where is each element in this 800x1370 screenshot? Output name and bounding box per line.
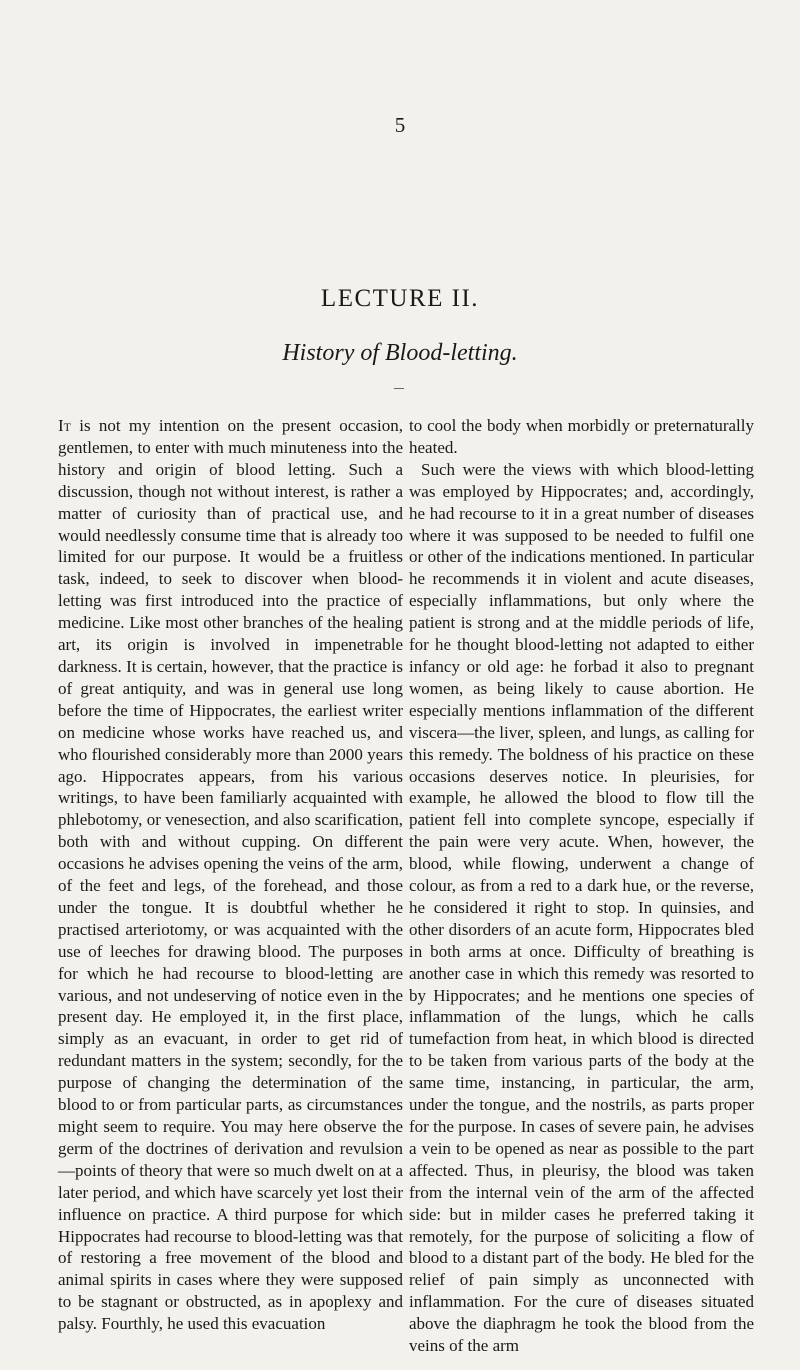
right-column <box>409 415 754 1357</box>
left-column <box>58 415 403 1335</box>
right-paragraph-1: to cool the body when morbidly or preternaturally heated. <box>409 416 754 457</box>
lecture-title: LECTURE II. <box>320 285 480 312</box>
title-divider <box>394 388 404 389</box>
left-paragraph-1 <box>58 415 403 1335</box>
intro-word: It <box>58 416 71 435</box>
left-paragraph-1-text: is not my intention on the present occasion, gentlemen, to enter with much minuteness into the history and origin of blood letting. Such a discussion, though not without interest, is rather a matter of curiosity than of practical use, and would needlessly consume time that is already too limited for our purpose. It would be a fruitless task, indeed, to seek to discover when blood-letting was first introduced into the practice of medicine. Like most other branches of the healing art, its origin is involved in impenetrable darkness. It is certain, however, that the practice is of great antiquity, and was in general use long before the time of Hippocrates, the earliest writer on medicine whose works have reached us, and who flourished considerably more than 2000 years ago. Hippocrates appears, from his various writings, to have been familiarly acquainted with phlebotomy, or venesection, and also scarification, both with and without cupping. On different occasions he advises opening the veins of the arm, of the feet and legs, of the forehead, and those under the tongue. It is doubtful whether he practised arteriotomy, or was acquainted with the use of leeches for drawing blood. The purposes for which he had recourse to blood-letting are various, and not undeserving of notice even in the present day. He employed it, in the first place, simply as an evacuant, in order to get rid of redundant matters in the system; secondly, for the purpose of changing the determination of the blood to or from particular parts, as circumstances might seem to require. You may here observe the germ of the doctrines of derivation and revulsion—points of theory that were so much dwelt on at a later period, and which have scarcely yet lost their influence on practice. A third purpose for which Hippocrates had recourse to blood-letting was that of restoring a free movement of the blood and animal spirits in cases where they were supposed to be stagnant or obstructed, as in apoplexy and palsy. Fourthly, he used this evacuation <box>58 416 403 1334</box>
page-number: 5 <box>394 113 406 137</box>
section-title: History of Blood-letting. <box>282 340 518 366</box>
right-paragraph-2: Such were the views with which blood-letting was employed by Hippocrates; and, accordingly, he had recourse to it in a great number of diseases where it was supposed to be needed to fulfil one or other of the indications mentioned. In particular he recommends it in violent and acute diseases, especially inflammations, but only where the patient is strong and at the middle periods of life, for he thought blood-letting not adapted to either infancy or old age: he forbad it also to pregnant women, as being likely to cause abortion. He especially mentions inflammation of the different viscera—the liver, spleen, and lungs, as calling for this remedy. The boldness of his practice on these occasions deserves notice. In pleurisies, for example, he allowed the blood to flow till the patient fell into complete syncope, especially if the pain were very acute. When, however, the blood, while flowing, underwent a change of colour, as from a red to a dark hue, or the reverse, he considered it right to stop. In quinsies, and other disorders of an acute form, Hippocrates bled in both arms at once. Difficulty of breathing is another case in which this remedy was resorted to by Hippocrates; and he mentions one species of inflammation of the lungs, which he calls tumefaction from heat, in which blood is directed to be taken from various parts of the body at the same time, instancing, in particular, the arm, under the tongue, and the nostrils, as parts proper for the purpose. In cases of severe pain, he advises a vein to be opened as near as possible to the part affected. Thus, in pleurisy, the blood was taken from the internal vein of the arm of the affected side: but in milder cases he preferred taking it remotely, for the purpose of soliciting a flow of blood to a distant part of the body. He bled for the relief of pain simply as unconnected with inflammation. For the cure of diseases situated above the diaphragm he took the blood from the veins of the arm <box>409 459 754 1356</box>
